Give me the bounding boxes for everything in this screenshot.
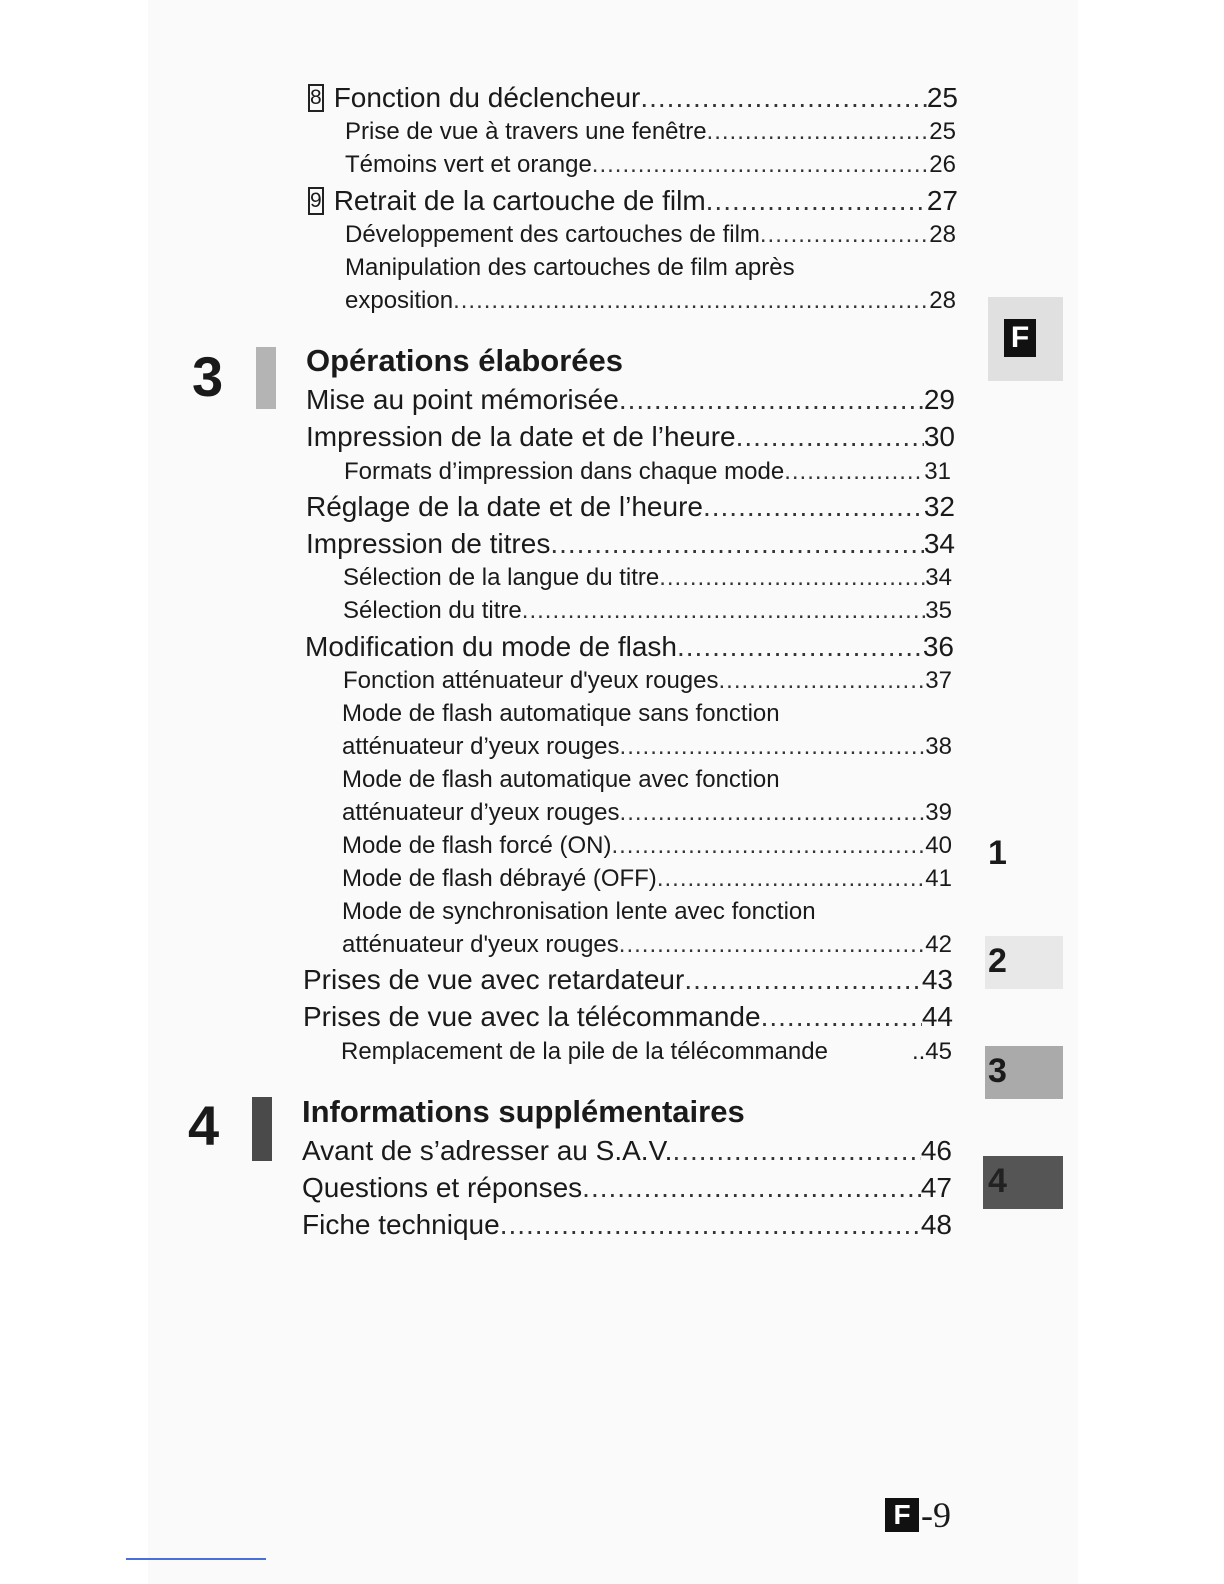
toc-subentry: Fonction atténuateur d'yeux rouges ..... 37 — [343, 667, 952, 695]
toc-entry: Prises de vue avec retardateur ..... 43 — [303, 964, 953, 996]
page-ref: 26 — [929, 151, 956, 178]
chapter-tab-1: 1 — [988, 834, 1007, 872]
item-number-box: 8 — [308, 84, 324, 112]
toc-entry: Mise au point mémorisée ..... 29 — [306, 384, 955, 416]
toc-subentry: exposition ..... 28 — [345, 287, 956, 315]
toc-entry-fonction-declencheur: 8 Fonction du déclencheur ..... 25 — [308, 82, 958, 115]
page-ref: 28 — [929, 287, 956, 314]
toc-subentry: Sélection du titre ..... 35 — [343, 597, 952, 625]
toc-subentry: Remplacement de la pile de la télécommande ..45 — [341, 1038, 952, 1065]
toc-subentry: Mode de flash forcé (ON) ..... 40 — [342, 832, 952, 860]
page-ref: 48 — [920, 1209, 952, 1240]
toc-entry-retrait-cartouche: 9 Retrait de la cartouche de film ..... 27 — [308, 185, 958, 218]
toc-subentry: Témoins vert et orange ..... 26 — [345, 151, 956, 179]
section-marker-bar — [252, 1097, 272, 1161]
page-ref: 37 — [925, 667, 952, 694]
page-ref: 35 — [925, 597, 952, 624]
item-number-box: 9 — [308, 187, 324, 215]
language-badge: F — [1004, 319, 1036, 357]
toc-entry: Questions et réponses ..... 47 — [302, 1172, 952, 1204]
toc-subentry: Mode de flash automatique sans fonction — [342, 700, 780, 727]
toc-subentry: Mode de flash débrayé (OFF) ..... 41 — [342, 865, 952, 893]
section-number: 4 — [188, 1094, 220, 1157]
page-ref: 42 — [925, 931, 952, 958]
toc-subentry: Mode de flash automatique avec fonction — [342, 766, 780, 793]
toc-subentry: Développement des cartouches de film ..... 28 — [345, 221, 956, 249]
page-ref: 40 — [925, 832, 952, 859]
chapter-tab-3: 3 — [985, 1046, 1063, 1099]
page-ref: 47 — [920, 1172, 952, 1203]
toc-entry: Impression de titres ..... 34 — [306, 528, 955, 560]
section-title: Informations supplémentaires — [302, 1094, 745, 1129]
toc-subentry: atténuateur d'yeux rouges ..... 42 — [342, 931, 952, 959]
page-ref: 41 — [925, 865, 952, 892]
page-ref: 25 — [926, 82, 958, 113]
toc-subentry: atténuateur d’yeux rouges ..... 39 — [342, 799, 952, 827]
page-ref: 44 — [921, 1001, 953, 1032]
page-ref: 43 — [921, 964, 953, 995]
language-tab — [988, 297, 1063, 381]
toc-entry: Prises de vue avec la télécommande ..... 44 — [303, 1001, 953, 1033]
toc-subentry: Manipulation des cartouches de film après — [345, 254, 795, 281]
toc-subentry: Prise de vue à travers une fenêtre ..... 25 — [345, 118, 956, 146]
page-ref: 30 — [923, 421, 955, 452]
chapter-tab-4: 4 — [983, 1156, 1063, 1209]
page-ref: 36 — [922, 631, 954, 662]
section-marker-bar — [256, 347, 276, 409]
page-ref: 27 — [926, 185, 958, 216]
toc-entry: Modification du mode de flash ..... 36 — [305, 631, 954, 663]
page-ref: 38 — [925, 733, 952, 760]
language-badge: F — [885, 1498, 919, 1532]
chapter-tab-2: 2 — [985, 936, 1063, 989]
toc-entry: Avant de s’adresser au S.A.V. ..... 46 — [302, 1135, 952, 1167]
section-title: Opérations élaborées — [306, 343, 624, 378]
page-number-value: -9 — [921, 1495, 951, 1535]
toc-entry: Réglage de la date et de l’heure ..... 32 — [306, 491, 955, 523]
toc-entry: Fiche technique ..... 48 — [302, 1209, 952, 1241]
page-ref: ..45 — [911, 1038, 952, 1065]
page-ref: 28 — [929, 221, 956, 248]
page-ref: 34 — [925, 564, 952, 591]
page-ref: 25 — [929, 118, 956, 145]
page-ref: 46 — [920, 1135, 952, 1166]
section-number: 3 — [192, 345, 224, 408]
page-ref: 32 — [923, 491, 955, 522]
page-ref: 34 — [923, 528, 955, 559]
toc-subentry: Formats d’impression dans chaque mode ..... 31 — [344, 458, 951, 486]
toc-subentry: atténuateur d’yeux rouges ..... 38 — [342, 733, 952, 761]
page-ref: 31 — [924, 458, 951, 485]
toc-subentry: Sélection de la langue du titre ..... 34 — [343, 564, 952, 592]
toc-entry: Impression de la date et de l’heure ..... 30 — [306, 421, 955, 453]
page-ref: 39 — [925, 799, 952, 826]
page-number — [885, 1494, 951, 1536]
footer-rule — [126, 1558, 266, 1560]
toc-subentry: Mode de synchronisation lente avec fonction — [342, 898, 816, 925]
page-ref: 29 — [923, 384, 955, 415]
